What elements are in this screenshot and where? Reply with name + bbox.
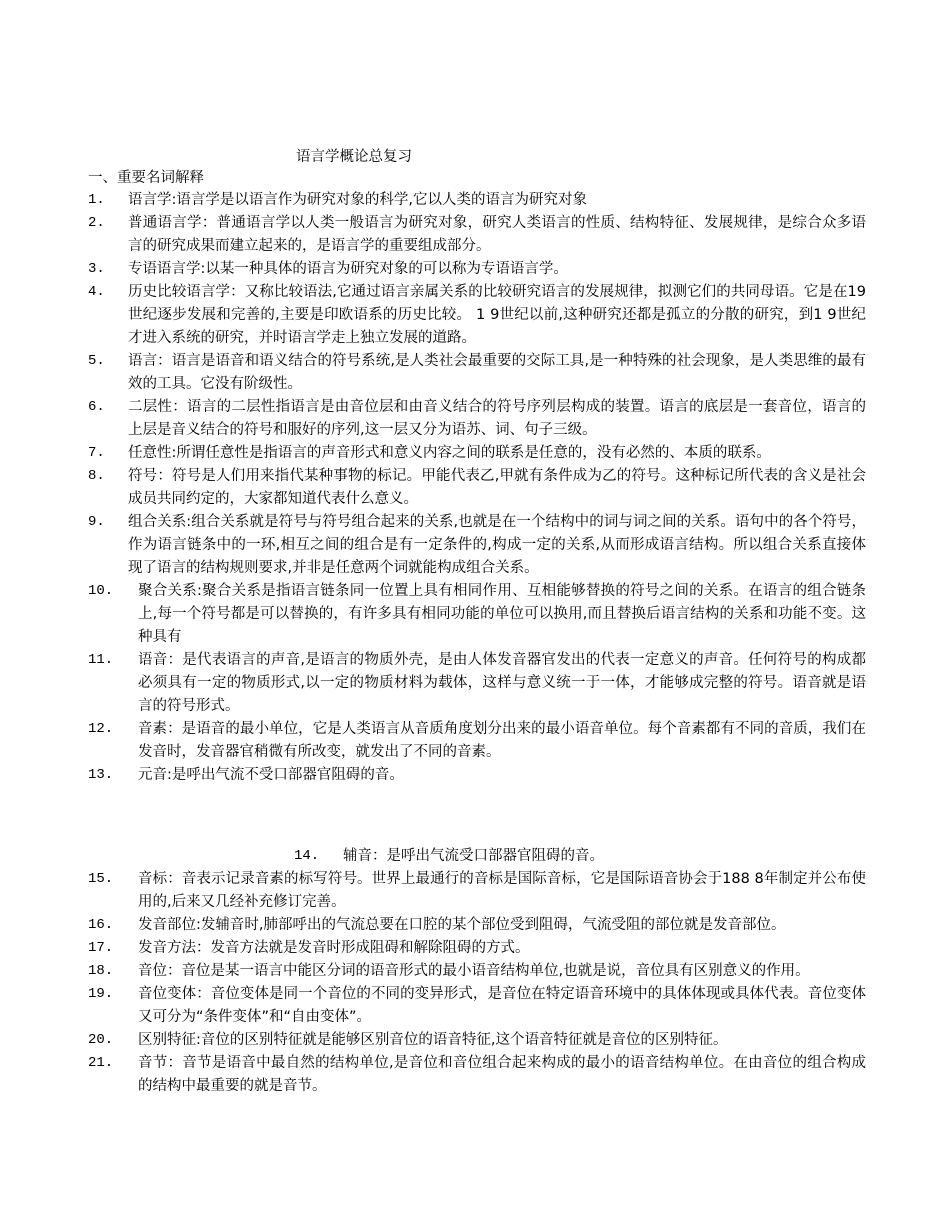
item-number: 12. bbox=[88, 721, 114, 737]
item-text: 发音部位:发辅音时,肺部呼出的气流总要在口腔的某个部位受到阻碍，气流受阻的部位就是发音部位。 bbox=[138, 917, 786, 933]
item-text: 普通语言学：普通语言学以人类一般语言为研究对象，研究人类语言的性质、结构特征、发展规律，是综合众多语言的研究成果而建立起来的，是语言学的重要组成部分。 bbox=[128, 215, 866, 254]
item-number: 17. bbox=[88, 940, 114, 956]
item-text: 发音方法：发音方法就是发音时形成阻碍和解除阻碍的方式。 bbox=[138, 940, 530, 956]
list-item bbox=[0, 983, 950, 1029]
list-item bbox=[0, 1052, 950, 1098]
list-item bbox=[0, 960, 950, 983]
item-text: 符号：符号是人们用来指代某种事物的标记。甲能代表乙,甲就有条件成为乙的符号。这种标记所代表的含义是社会成员共同约定的，大家都知道代表什么意义。 bbox=[128, 468, 866, 507]
item-text: 区别特征:音位的区别特征就是能够区别音位的语音特征,这个语音特征就是音位的区别特征。 bbox=[138, 1032, 728, 1048]
section-heading: 一、重要名词解释 bbox=[88, 170, 204, 186]
item-text: 音位：音位是某一语言中能区分词的语音形式的最小语音结构单位,也就是说，音位具有区别意义的作用。 bbox=[138, 963, 810, 979]
item-text: 语音：是代表语言的声音,是语言的物质外壳，是由人体发音器官发出的代表一定意义的声音。任何符号的构成都必须具有一定的物质形式,以一定的物质材料为载体，这样与意义统一于一体，才能够成完整的符号。语音就是语言的符号形式。 bbox=[138, 652, 866, 714]
list-item bbox=[0, 511, 950, 580]
item-number: 14. bbox=[294, 848, 320, 864]
list-item bbox=[0, 258, 950, 281]
list-item bbox=[0, 845, 950, 868]
list-item bbox=[0, 937, 950, 960]
item-number: 16. bbox=[88, 917, 114, 933]
list-item bbox=[0, 868, 950, 914]
list-item bbox=[0, 281, 950, 350]
item-text: 语言：语言是语音和语义结合的符号系统,是人类社会最重要的交际工具,是一种特殊的社会现象，是人类思维的最有效的工具。它没有阶级性。 bbox=[128, 353, 866, 392]
item-text: 音标：音表示记录音素的标写符号。世界上最通行的音标是国际音标，它是国际语音协会于188 8年制定并公布使用的,后来又几经补充修订完善。 bbox=[138, 871, 866, 910]
item-number: 2. bbox=[88, 215, 105, 231]
item-number: 3. bbox=[88, 261, 105, 277]
list-item bbox=[0, 350, 950, 396]
list-item bbox=[0, 465, 950, 511]
item-text: 元音:是呼出气流不受口部器官阻碍的音。 bbox=[138, 767, 404, 783]
list-item bbox=[0, 764, 950, 787]
list-item bbox=[0, 580, 950, 649]
item-number: 4. bbox=[88, 284, 105, 300]
item-text: 专语语言学:以某一种具体的语言为研究对象的可以称为专语语言学。 bbox=[128, 261, 568, 277]
list-item bbox=[0, 1029, 950, 1052]
item-number: 9. bbox=[88, 514, 105, 530]
item-text: 辅音：是呼出气流受口部器官阻碍的音。 bbox=[343, 848, 604, 864]
list-item bbox=[0, 396, 950, 442]
item-text: 音节：音节是语音中最自然的结构单位,是音位和音位组合起来构成的最小的语音结构单位。在由音位的组合构成的结构中最重要的就是音节。 bbox=[138, 1055, 866, 1094]
list-item bbox=[0, 442, 950, 465]
list-item bbox=[0, 649, 950, 718]
item-text: 音位变体：音位变体是同一个音位的不同的变异形式，是音位在特定语音环境中的具体体现或具体代表。音位变体又可分为“条件变体”和“自由变体”。 bbox=[138, 986, 866, 1025]
item-text: 任意性:所谓任意性是指语言的声音形式和意义内容之间的联系是任意的，没有必然的、本质的联系。 bbox=[128, 445, 771, 461]
item-number: 5. bbox=[88, 353, 105, 369]
item-text: 语言学:语言学是以语言作为研究对象的科学,它以人类的语言为研究对象 bbox=[128, 192, 587, 208]
item-number: 13. bbox=[88, 767, 114, 783]
item-text: 历史比较语言学：又称比较语法,它通过语言亲属关系的比较研究语言的发展规律，拟测它们的共同母语。它是在19世纪逐步发展和完善的,主要是印欧语系的历史比较。 1 9世纪以前,这种研究还都是孤立的分散的研究，到1 9世纪才进入系统的研究，并时语言学走上独立发展的道路。 bbox=[128, 284, 866, 346]
item-text: 组合关系:组合关系就是符号与符号组合起来的关系,也就是在一个结构中的词与词之间的关系。语句中的各个符号，作为语言链条中的一环,相互之间的组合是有一定条件的,构成一定的关系,从而形成语言结构。所以组合关系直接体现了语言的结构规则要求,并非是任意两个词就能构成组合关系。 bbox=[128, 514, 866, 576]
item-text: 音素：是语音的最小单位，它是人类语言从音质角度划分出来的最小语音单位。每个音素都有不同的音质，我们在发音时，发音器官稍微有所改变，就发出了不同的音素。 bbox=[138, 721, 866, 760]
list-item bbox=[0, 718, 950, 764]
list-item bbox=[0, 189, 950, 212]
item-text: 二层性：语言的二层性指语言是由音位层和由音义结合的符号序列层构成的装置。语言的底层是一套音位，语言的上层是音义结合的符号和服好的序列,这一层又分为语苏、词、句子三级。 bbox=[128, 399, 866, 438]
list-item bbox=[0, 914, 950, 937]
item-number: 8. bbox=[88, 468, 105, 484]
item-number: 21. bbox=[88, 1055, 114, 1071]
item-number: 7. bbox=[88, 445, 105, 461]
item-text: 聚合关系:聚合关系是指语言链条同一位置上具有相同作用、互相能够替换的符号之间的关系。在语言的组合链条上,每一个符号都是可以替换的，有许多具有相同功能的单位可以换用,而且替换后语言结构的关系和功能不变。这种具有 bbox=[138, 583, 866, 645]
item-number: 1. bbox=[88, 192, 105, 208]
item-number: 19. bbox=[88, 986, 114, 1002]
item-number: 10. bbox=[88, 583, 114, 599]
item-number: 6. bbox=[88, 399, 105, 415]
item-number: 18. bbox=[88, 963, 114, 979]
definition-list-part2 bbox=[0, 868, 950, 1098]
item-number: 15. bbox=[88, 871, 114, 887]
page-title: 语言学概论总复习 bbox=[296, 149, 412, 165]
list-item bbox=[0, 212, 950, 258]
item-number: 11. bbox=[88, 652, 114, 668]
definition-list-part1 bbox=[0, 189, 950, 787]
item-number: 20. bbox=[88, 1032, 114, 1048]
